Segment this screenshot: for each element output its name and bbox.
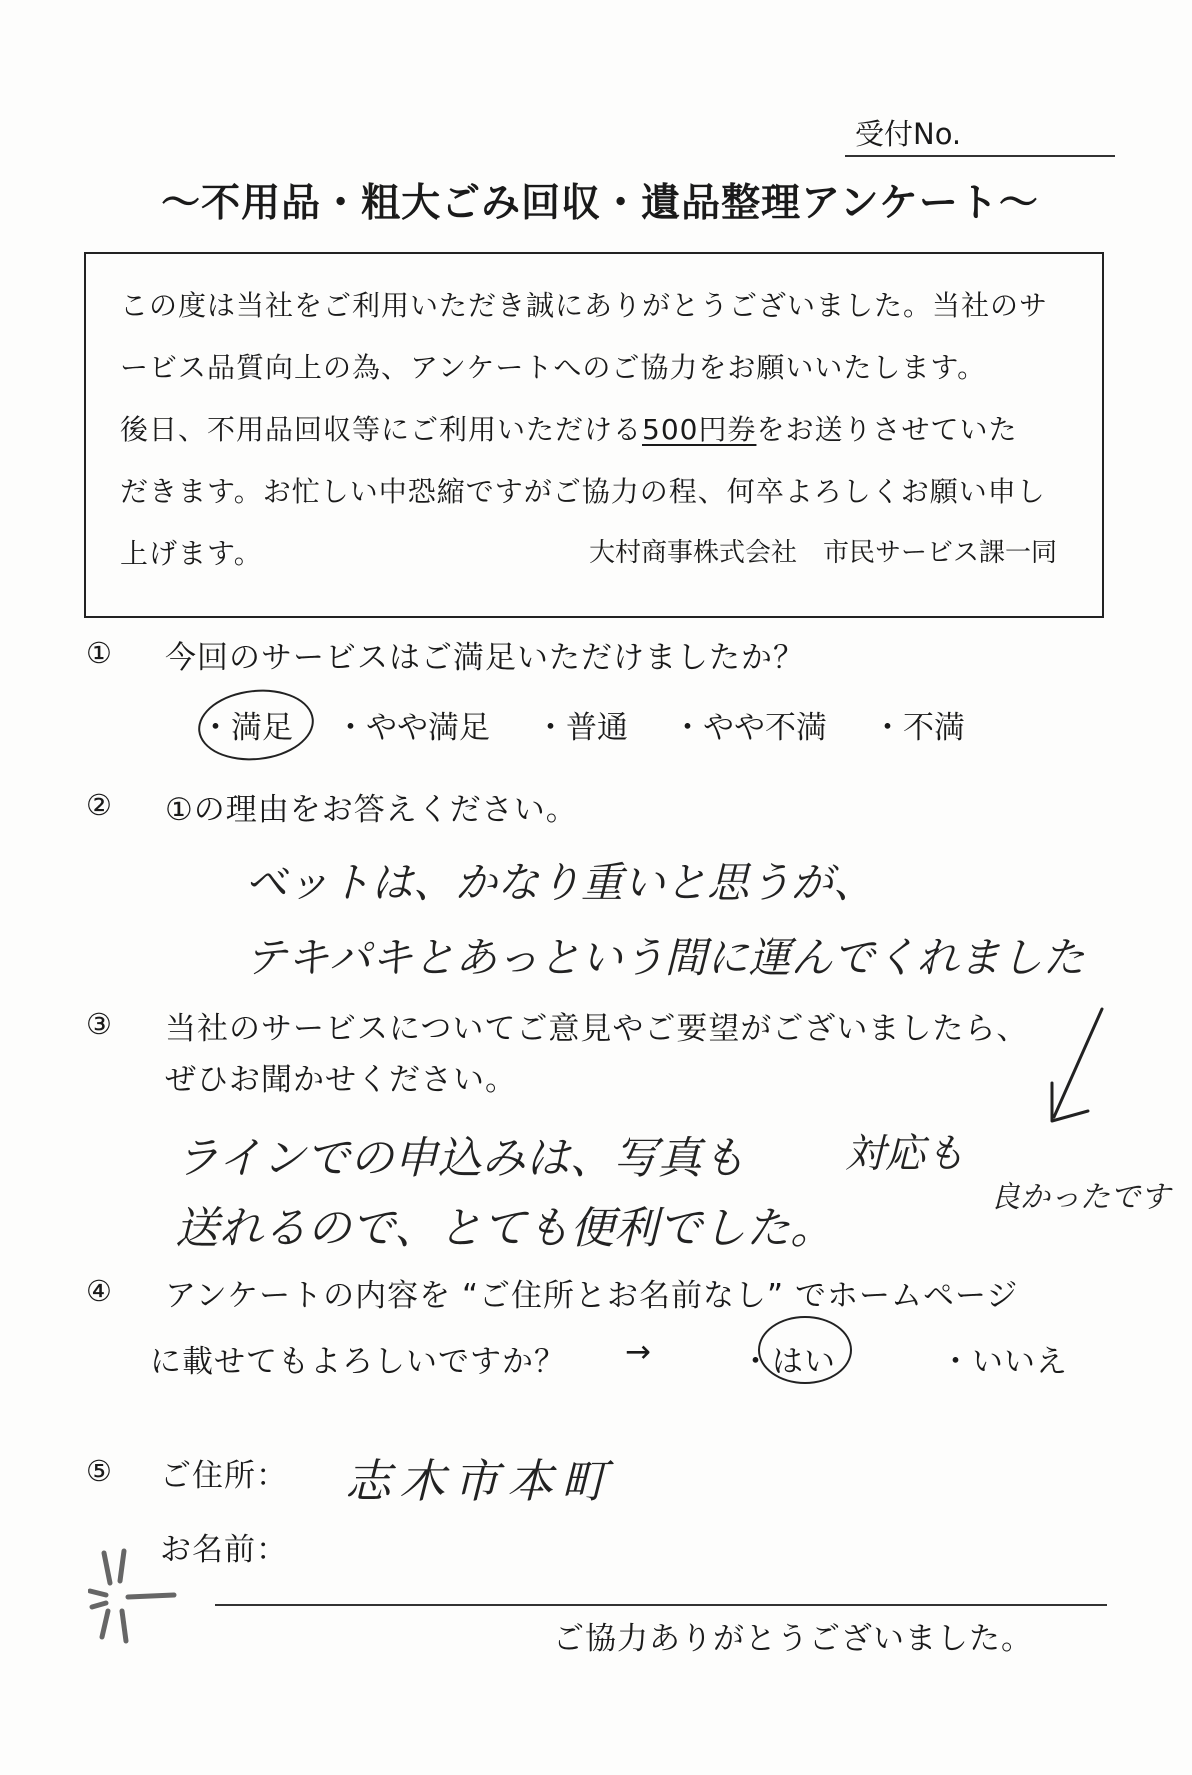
handwritten-arrow-icon [1040,1005,1120,1135]
arrow-right-icon: → [625,1334,652,1370]
question-2-text: ①の理由をお答えください。 [165,792,578,828]
question-3-text-line-2: ぜひお聞かせください。 [165,1062,517,1098]
question-5-number: ⑤ [86,1454,112,1488]
intro-line-3-start: 後日、不用品回収等にご利用いただける [120,413,643,446]
option-somewhat-satisfied[interactable]: ・やや満足 [335,710,490,746]
question-3-text-line-1: 当社のサービスについてご意見やご要望がございましたら、 [165,1011,1029,1047]
answer-3-side-note-2[interactable]: 良かったです [990,1180,1170,1215]
intro-line-1: この度は当社をご利用いただき誠にありがとうございました。当社のサ [120,289,1049,322]
name-label: お名前： [160,1532,288,1568]
receipt-number-field[interactable] [845,155,1115,157]
thank-you-message: ご協力ありがとうございました。 [553,1621,1033,1657]
intro-line-3 [120,408,1017,448]
question-1-text: 今回のサービスはご満足いただけましたか？ [165,640,805,676]
intro-line-5: 上げます。 [120,537,263,570]
selection-circle-satisfied [195,684,318,766]
option-yes[interactable]: ・はい [740,1344,836,1380]
answer-2-line-2[interactable]: テキパキとあっという間に運んでくれました [245,933,1085,982]
option-somewhat-dissatisfied[interactable]: ・やや不満 [672,710,827,746]
intro-line-3-end: をお送りさせていた [756,413,1018,446]
answer-3-line-2[interactable]: 送れるので、とても便利でした。 [175,1203,835,1254]
name-field[interactable] [300,1524,1080,1574]
signature-line [215,1604,1107,1606]
voucher-amount: 500円券 [642,413,757,446]
option-no[interactable]: ・いいえ [940,1344,1068,1380]
intro-line-2: ービス品質向上の為、アンケートへのご協力をお願いいたします。 [120,351,987,384]
option-dissatisfied[interactable]: ・不満 [872,710,965,746]
option-satisfied[interactable]: ・満足 [200,710,293,746]
question-1-options [200,702,1000,752]
receipt-number-label: 受付No. [855,117,962,151]
selection-circle-yes [758,1316,852,1384]
question-3-number: ③ [86,1007,112,1041]
question-1-number: ① [86,636,112,670]
question-4-text-line-2: に載せてもよろしいですか？ [150,1344,566,1380]
intro-line-4: だきます。お忙しい中恐縮ですがご協力の程、何卒よろしくお願い申し [120,475,1046,508]
option-neutral[interactable]: ・普通 [535,710,628,746]
address-label: ご住所： [160,1458,288,1494]
answer-2-line-1[interactable]: ベットは、かなり重いと思うが、 [245,858,876,907]
page-title: ～不用品・粗大ごみ回収・遺品整理アンケート～ [161,181,1039,226]
address-value[interactable]: 志木市本町 [345,1454,615,1508]
answer-3-line-1[interactable]: ラインでの申込みは、写真も [175,1133,746,1184]
answer-3-side-note-1[interactable]: 対応も [845,1131,965,1177]
flower-doodle-icon [88,1545,178,1655]
intro-box [84,252,1104,618]
question-4-text-line-1: アンケートの内容を “ご住所とお名前なし” でホームページ [165,1278,1019,1314]
question-2-number: ② [86,788,112,822]
question-4-number: ④ [86,1274,112,1308]
intro-signature: 大村商事株式会社 市民サービス課一同 [588,538,1057,568]
